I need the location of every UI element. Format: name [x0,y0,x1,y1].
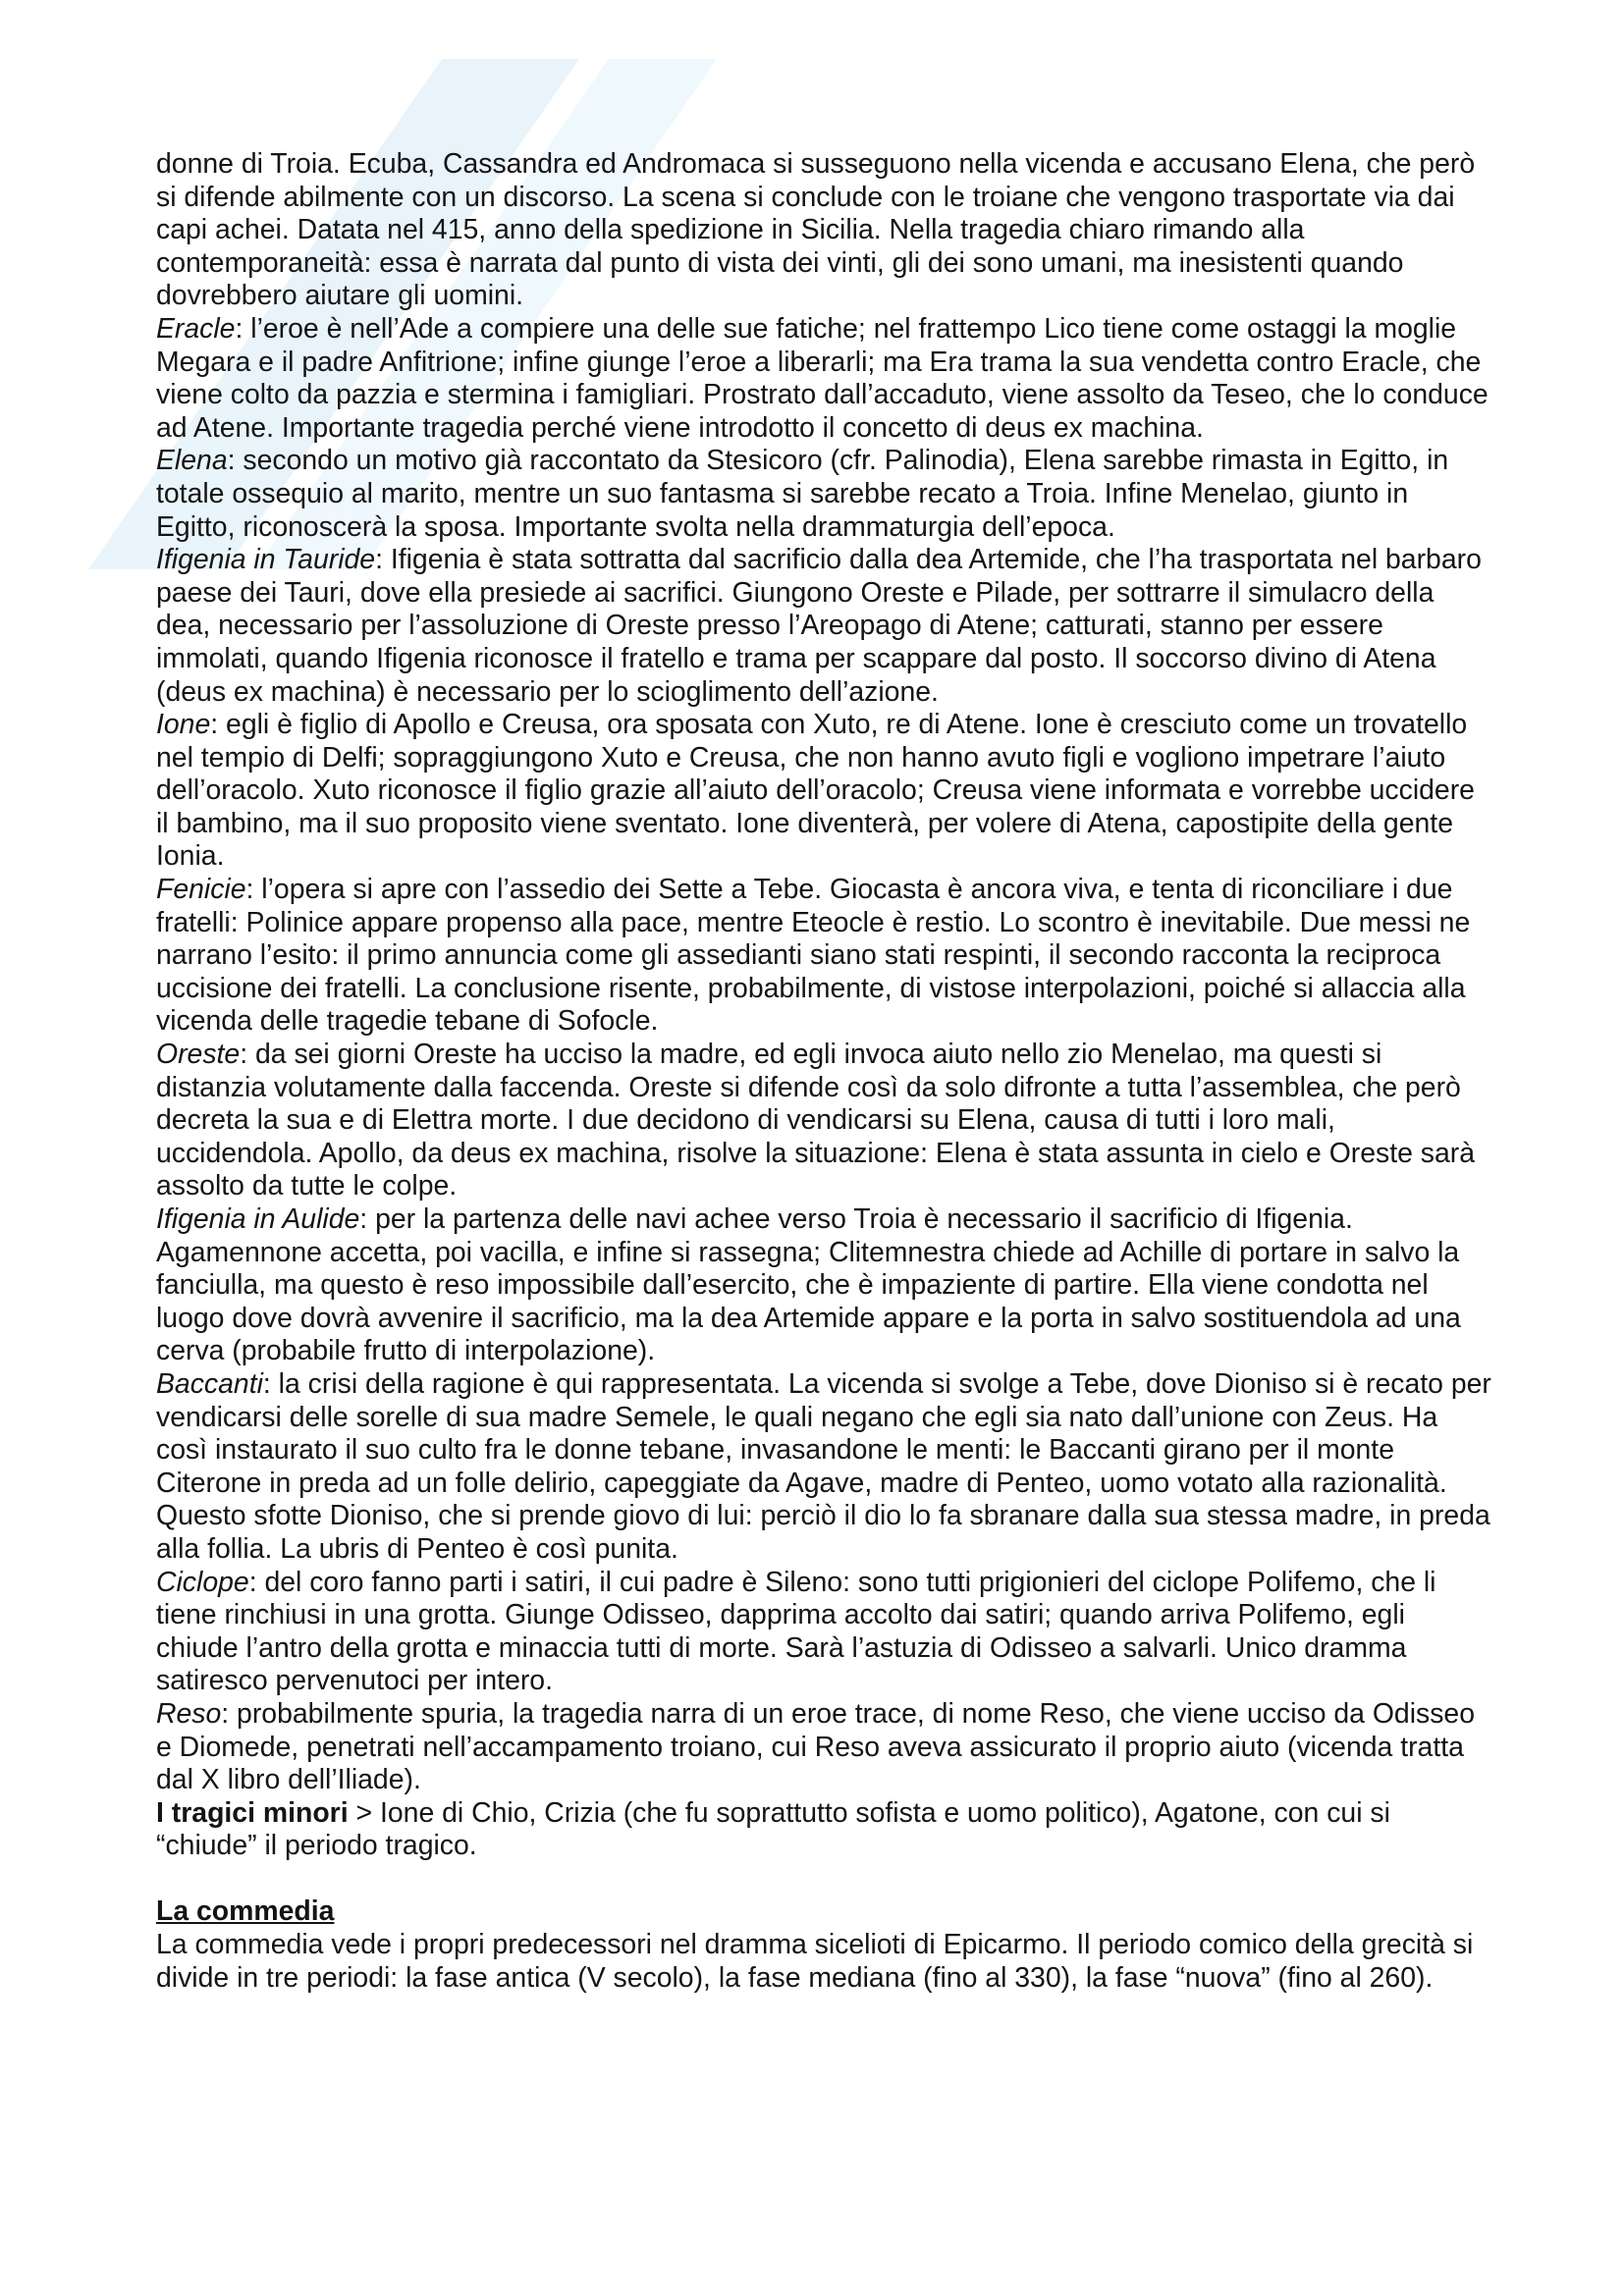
tragedy-title: Reso [156,1697,222,1730]
paragraph-text: : l’eroe è nell’Ade a compiere una delle sue fatiche; nel frattempo Lico tiene come ostaggi la moglie Megara e il padre Anfitrione; infine giunge l’eroe a liberarli; ma Era trama la sua vendetta contro Eracle, che viene colto da pazzia e stermina i famigliari. Prostrato dall’accaduto, viene assolto da Teseo, che lo conduce ad Atene. Importante tragedia perché viene introdotto il concetto di deus ex machina. [156,312,1489,444]
paragraph-ione [156,709,1491,874]
section-title-minori: I tragici minori [156,1796,349,1829]
paragraph-text: : da sei giorni Oreste ha ucciso la madre, ed egli invoca aiuto nello zio Menelao, ma questi si distanzia volutamente dalla faccenda. Oreste si difende così da solo difronte a tutta l’assemblea, che però decreta la sua e di Elettra morte. I due decidono di vendicarsi su Elena, causa di tutti i loro mali, uccidendola. Apollo, da deus ex machina, risolve la situazione: Elena è stata assunta in cielo e Oreste sarà assolto da tutte le colpe. [156,1039,1476,1202]
paragraph-fenicie [156,874,1491,1039]
paragraph-tragici-minori [156,1797,1491,1863]
tragedy-title: Eracle [156,312,236,345]
paragraph-text: : Ifigenia è stata sottratta dal sacrificio dalla dea Artemide, che l’ha trasportata nel barbaro paese dei Tauri, dove ella presiede ai sacrifici. Giungono Oreste e Pilade, per sottrarre il simulacro della dea, necessario per l’assoluzione di Oreste presso l’Areopago di Atene; catturati, stanno per essere immolati, quando Ifigenia riconosce il fratello e trama per scappare dal posto. Il soccorso divino di Atena (deus ex machina) è necessario per lo scioglimento dell’azione. [156,544,1482,708]
document-page [156,148,1491,1995]
paragraph-commedia: La commedia vede i propri predecessori nel dramma sicelioti di Epicarmo. Il periodo comico della grecità si divide in tre periodi: la fase antica (V secolo), la fase mediana (fino al 330), la fase “nuova” (fino al 260). [156,1929,1474,1994]
paragraph-text: : egli è figlio di Apollo e Creusa, ora sposata con Xuto, re di Atene. Ione è cresciuto come un trovatello nel tempio di Delfi; sopraggiungono Xuto e Creusa, che non hanno avuto figli e vogliono impetrare l’aiuto dell’oracolo. Xuto riconosce il figlio grazie all’aiuto dell’oracolo; Creusa viene informata e vorrebbe uccidere il bambino, ma il suo proposito viene sventato. Ione diventerà, per volere di Atena, capostipite della gente Ionia. [156,709,1475,873]
tragedy-title: Oreste [156,1039,241,1071]
paragraph-eracle [156,313,1491,445]
paragraph-text: : del coro fanno parti i satiri, il cui padre è Sileno: sono tutti prigionieri del ciclope Polifemo, che li tiene rinchiusi in una grotta. Giunge Odisseo, dapprima accolto dai satiri; quando arriva Polifemo, egli chiude l’antro della grotta e minaccia tutti di morte. Sarà l’astuzia di Odisseo a salvarli. Unico dramma satiresco pervenutoci per intero. [156,1566,1436,1697]
section-heading-commedia: La commedia [156,1896,335,1928]
tragedies-list [156,148,1491,1797]
paragraph-oreste [156,1039,1491,1203]
paragraph-text: : la crisi della ragione è qui rappresentata. La vicenda si svolge a Tebe, dove Dioniso si è recato per vendicarsi delle sorelle di sua madre Semele, le quali negano che egli sia nato dall’unione con Zeus. Ha così instaurato il suo culto fra le donne tebane, invasandone le menti: le Baccanti girano per il monte Citerone in preda ad un folle delirio, capeggiate da Agave, madre di Penteo, uomo votato alla razionalità. Questo sfotte Dioniso, che si prende giovo di lui: perciò il dio lo fa sbranare dalla sua stessa madre, in preda alla follia. La ubris di Penteo è così punita. [156,1367,1491,1565]
tragedy-title: Ifigenia in Aulide [156,1203,360,1235]
paragraph-ifigenia-aulide [156,1203,1491,1368]
paragraph-ifigenia-tauride [156,544,1491,709]
tragedy-title: Baccanti [156,1367,263,1400]
tragedy-title: Ifigenia in Tauride [156,544,376,576]
tragedy-title: Ciclope [156,1566,249,1598]
paragraph-text: : secondo un motivo già raccontato da Stesicoro (cfr. Palinodia), Elena sarebbe rimasta in Egitto, in totale ossequio al marito, mentre un suo fantasma si sarebbe recato a Troia. Infine Menelao, giunto in Egitto, riconoscerà la sposa. Importante svolta nella drammaturgia dell’epoca. [156,445,1449,543]
paragraph-text: : l’opera si apre con l’assedio dei Sette a Tebe. Giocasta è ancora viva, e tenta di riconciliare i due fratelli: Polinice appare propenso alla pace, mentre Eteocle è restio. Lo scontro è inevitabile. Due messi ne narrano l’esito: il primo annuncia come gli assedianti siano stati respinti, il secondo racconta la reciproca uccisione dei fratelli. La conclusione risente, probabilmente, di vistose interpolazioni, poiché si allaccia alla vicenda delle tragedie tebane di Sofocle. [156,874,1471,1038]
paragraph-text: > Ione di Chio, Crizia (che fu soprattutto sofista e uomo politico), Agatone, con cui si “chiude” il periodo tragico. [156,1796,1390,1862]
paragraph-elena [156,445,1491,544]
paragraph-troiane-end [156,148,1491,313]
paragraph-text: : per la partenza delle navi achee verso Troia è necessario il sacrificio di Ifigenia. Agamennone accetta, poi vacilla, e infine si rassegna; Clitemnestra chiede ad Achille di portare in salvo la fanciulla, ma questo è reso impossibile dall’esercito, che è impaziente di partire. Ella viene condotta nel luogo dove dovrà avvenire il sacrificio, ma la dea Artemide appare e la porta in salvo sostituendola ad una cerva (probabile frutto di interpolazione). [156,1203,1461,1367]
paragraph-text: donne di Troia. Ecuba, Cassandra ed Andromaca si susseguono nella vicenda e accusano Elena, che però si difende abilmente con un discorso. La scena si conclude con le troiane che vengono trasportate via dai capi achei. Datata nel 415, anno della spedizione in Sicilia. Nella tragedia chiaro rimando alla contemporaneità: essa è narrata dal punto di vista dei vinti, gli dei sono umani, ma inesistenti quando dovrebbero aiutare gli uomini. [156,148,1476,312]
blank-line [156,1863,1491,1896]
paragraph-reso [156,1698,1491,1797]
tragedy-title: Ione [156,709,211,741]
tragedy-title: Elena [156,445,228,477]
paragraph-text: : probabilmente spuria, la tragedia narra di un eroe trace, di nome Reso, che viene ucciso da Odisseo e Diomede, penetrati nell’accampamento troiano, cui Reso aveva assicurato il proprio aiuto (vicenda tratta dal X libro dell’Iliade). [156,1697,1476,1796]
tragedy-title: Fenicie [156,874,246,906]
paragraph-baccanti [156,1368,1491,1567]
paragraph-ciclope [156,1567,1491,1698]
